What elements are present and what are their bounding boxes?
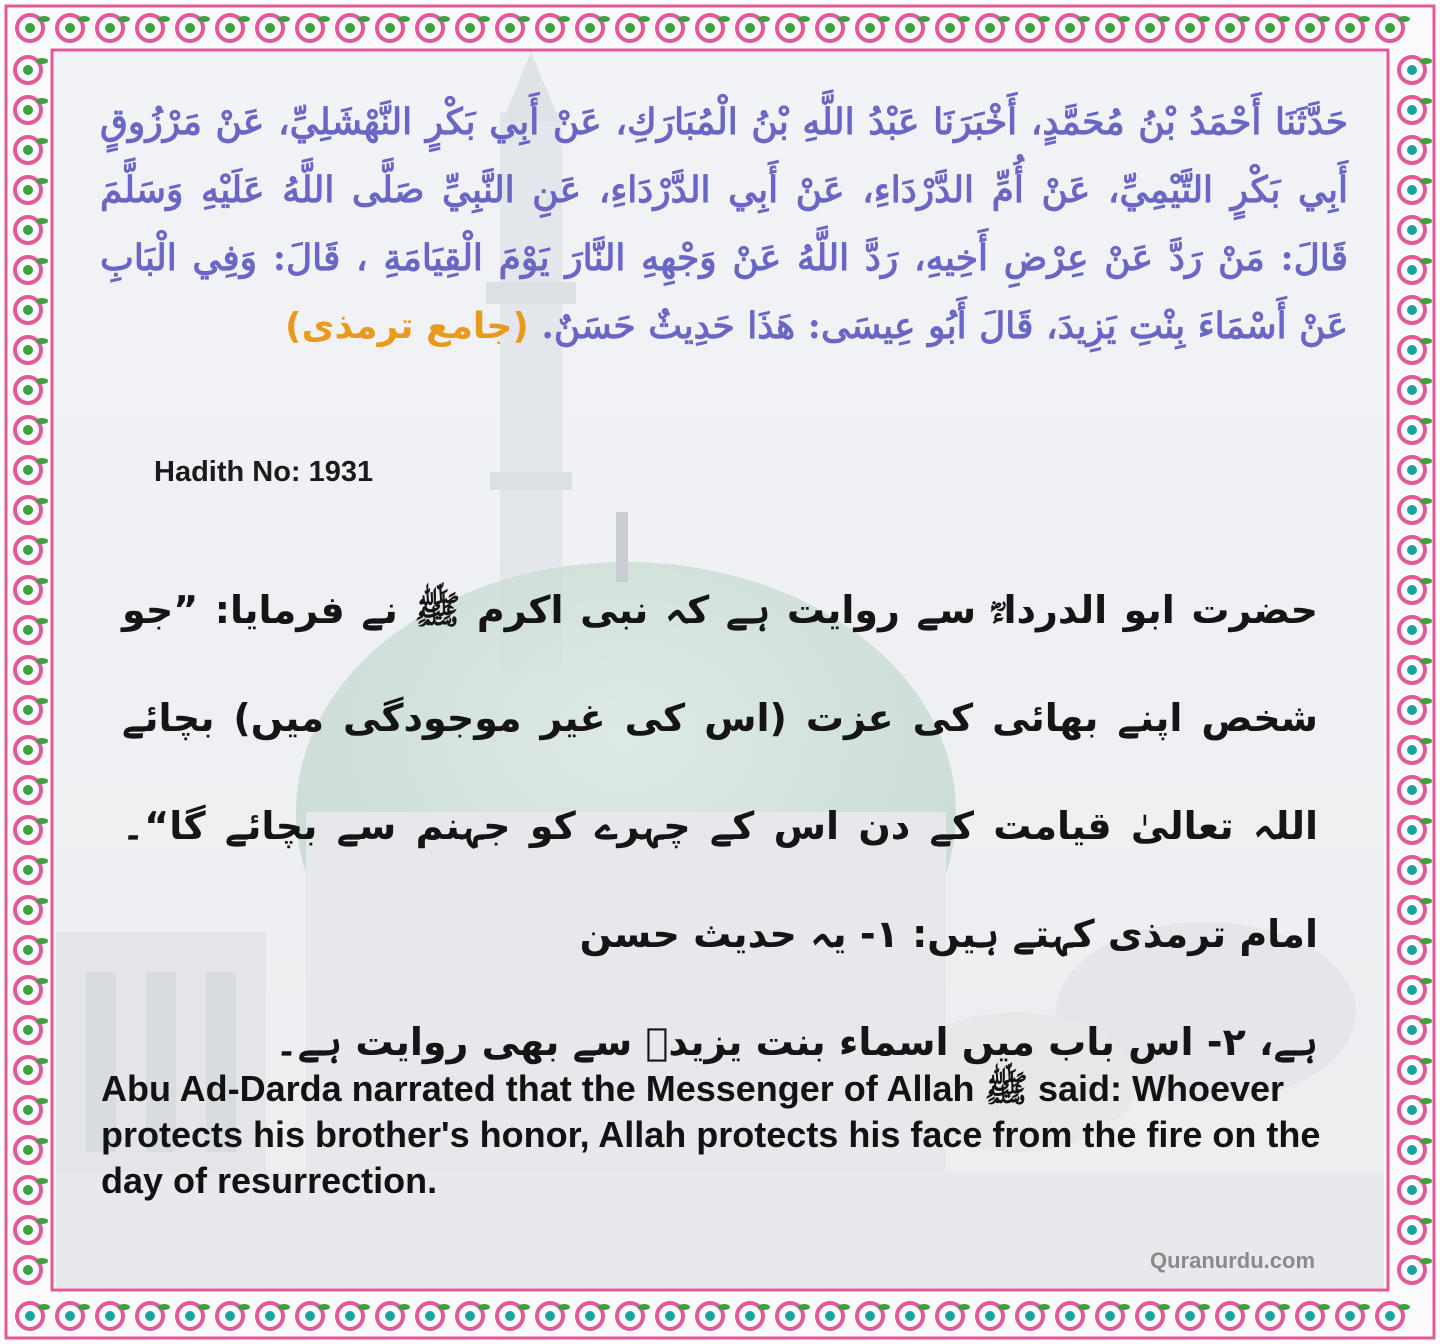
border-motif bbox=[1297, 15, 1330, 41]
border-motif bbox=[1017, 15, 1050, 41]
border-motif bbox=[15, 217, 48, 243]
border-motif bbox=[257, 15, 290, 41]
border-motif bbox=[15, 1097, 48, 1123]
border-motif bbox=[1137, 15, 1170, 41]
border-motif bbox=[1017, 1303, 1050, 1329]
border-motif bbox=[1057, 1303, 1090, 1329]
hadith-number: Hadith No: 1931 bbox=[154, 456, 374, 488]
border-motif bbox=[417, 1303, 450, 1329]
border-motif bbox=[737, 15, 770, 41]
border-motif bbox=[15, 1057, 48, 1083]
border-motif bbox=[377, 1303, 410, 1329]
border-motif bbox=[1177, 1303, 1210, 1329]
border-motif bbox=[1399, 697, 1432, 723]
border-motif bbox=[1399, 1097, 1432, 1123]
border-motif bbox=[377, 15, 410, 41]
border-motif bbox=[1399, 57, 1432, 83]
border-motif bbox=[15, 817, 48, 843]
border-motif bbox=[1399, 897, 1432, 923]
border-motif bbox=[1399, 977, 1432, 1003]
border-motif bbox=[1399, 537, 1432, 563]
border-motif bbox=[657, 1303, 690, 1329]
border-motif bbox=[1399, 457, 1432, 483]
border-motif bbox=[1399, 1017, 1432, 1043]
border-motif bbox=[1137, 1303, 1170, 1329]
border-motif bbox=[15, 1017, 48, 1043]
english-translation: Abu Ad-Darda narrated that the Messenger of Allah ﷺ said: Whoever protects his brother's honor, Allah protects his face from the fire on the day of resurrection. bbox=[101, 1068, 1321, 1201]
border-motif bbox=[897, 15, 930, 41]
border-motif bbox=[15, 417, 48, 443]
border-motif bbox=[15, 697, 48, 723]
border-motif bbox=[15, 977, 48, 1003]
border-motif bbox=[817, 1303, 850, 1329]
border-motif bbox=[15, 737, 48, 763]
border-motif bbox=[777, 15, 810, 41]
border-motif bbox=[1399, 937, 1432, 963]
border-motif bbox=[497, 15, 530, 41]
border-motif bbox=[15, 1217, 48, 1243]
border-motif bbox=[977, 1303, 1010, 1329]
border-motif bbox=[137, 15, 170, 41]
border-motif bbox=[1399, 1217, 1432, 1243]
border-motif bbox=[1399, 1137, 1432, 1163]
border-motif bbox=[297, 15, 330, 41]
border-motif bbox=[177, 1303, 210, 1329]
border-motif bbox=[977, 15, 1010, 41]
border-motif bbox=[15, 97, 48, 123]
border-motif bbox=[57, 15, 90, 41]
border-motif bbox=[15, 857, 48, 883]
border-motif bbox=[15, 1177, 48, 1203]
border-motif bbox=[1097, 1303, 1130, 1329]
border-motif bbox=[15, 617, 48, 643]
border-motif bbox=[15, 337, 48, 363]
border-motif bbox=[15, 457, 48, 483]
border-motif bbox=[1399, 737, 1432, 763]
border-motif bbox=[1399, 217, 1432, 243]
border-motif bbox=[337, 15, 370, 41]
border-motif bbox=[1399, 1257, 1432, 1283]
border-motif bbox=[337, 1303, 370, 1329]
border-motif bbox=[1217, 1303, 1250, 1329]
border-motif bbox=[15, 257, 48, 283]
border-motif bbox=[17, 1303, 50, 1329]
border-motif bbox=[15, 577, 48, 603]
border-motif bbox=[697, 1303, 730, 1329]
border-motif bbox=[1399, 857, 1432, 883]
border-motif bbox=[17, 15, 50, 41]
border-motif bbox=[57, 1303, 90, 1329]
border-motif bbox=[15, 777, 48, 803]
arabic-text-body: حَدَّثَنَا أَحْمَدُ بْنُ مُحَمَّدٍ، أَخْبَرَنَا عَبْدُ اللَّهِ بْنُ الْمُبَارَكِ، عَنْ أَبِي بَكْرٍ النَّهْشَلِيِّ، عَنْ مَرْزُوقٍ أَبِي بَكْرٍ التَّيْمِيِّ، عَنْ أُمِّ الدَّرْدَاءِ، عَنْ أَبِي الدَّرْدَاءِ، عَنِ النَّبِيِّ صَلَّى اللَّهُ عَلَيْهِ وَسَلَّمَ قَالَ: مَنْ رَدَّ عَنْ عِرْضِ أَخِيهِ، رَدَّ اللَّهُ عَنْ وَجْهِهِ النَّارَ يَوْمَ الْقِيَامَةِ ، قَالَ: وَفِي الْبَابِ عَنْ أَسْمَاءَ بِنْتِ يَزِيدَ، قَالَ أَبُو عِيسَى: هَذَا حَدِيثٌ حَسَنٌ. bbox=[100, 101, 1348, 347]
border-motif bbox=[1297, 1303, 1330, 1329]
border-motif bbox=[577, 1303, 610, 1329]
border-motif bbox=[1257, 1303, 1290, 1329]
border-motif bbox=[15, 937, 48, 963]
watermark: Quranurdu.com bbox=[1150, 1248, 1316, 1273]
border-motif bbox=[177, 15, 210, 41]
border-motif bbox=[1399, 177, 1432, 203]
border-motif bbox=[897, 1303, 930, 1329]
border-motif bbox=[1399, 777, 1432, 803]
border-motif bbox=[1399, 497, 1432, 523]
border-motif bbox=[137, 1303, 170, 1329]
border-motif bbox=[697, 15, 730, 41]
border-motif bbox=[457, 15, 490, 41]
border-motif bbox=[417, 15, 450, 41]
border-motif bbox=[1399, 257, 1432, 283]
border-motif bbox=[457, 1303, 490, 1329]
border-motif bbox=[1399, 577, 1432, 603]
border-motif bbox=[1399, 297, 1432, 323]
border-motif bbox=[15, 497, 48, 523]
border-motif bbox=[1377, 1303, 1410, 1329]
urdu-translation-end: ہے، ۲- اس باب میں اسماء بنت یزیدؓ سے بھی روایت ہے۔ bbox=[275, 1020, 1318, 1064]
border-motif bbox=[257, 1303, 290, 1329]
border-motif bbox=[97, 15, 130, 41]
border-motif bbox=[1057, 15, 1090, 41]
border-motif bbox=[15, 537, 48, 563]
border-motif bbox=[97, 1303, 130, 1329]
border-motif bbox=[297, 1303, 330, 1329]
border-motif bbox=[617, 15, 650, 41]
border-motif bbox=[1399, 817, 1432, 843]
border-motif bbox=[497, 1303, 530, 1329]
border-motif bbox=[15, 1137, 48, 1163]
border-motif bbox=[1217, 15, 1250, 41]
border-motif bbox=[1399, 377, 1432, 403]
border-motif bbox=[1377, 15, 1410, 41]
border-motif bbox=[1337, 1303, 1370, 1329]
border-motif bbox=[1177, 15, 1210, 41]
border-motif bbox=[577, 15, 610, 41]
urdu-translation-body: حضرت ابو الدرداءؓ سے روایت ہے کہ نبی اکرم ﷺ نے فرمایا: ”جو شخص اپنے بھائی کی عزت (اس کی غیر موجودگی میں) بچائے اللہ تعالیٰ قیامت کے دن اس کے چہرے کو جہنم سے بچائے گا“۔ امام ترمذی کہتے ہیں: ۱- یہ حدیث حسن bbox=[122, 588, 1318, 956]
border-motif bbox=[537, 15, 570, 41]
border-motif bbox=[657, 15, 690, 41]
border-motif bbox=[217, 15, 250, 41]
border-motif bbox=[15, 1257, 48, 1283]
border-motif bbox=[737, 1303, 770, 1329]
arabic-hadith-text bbox=[100, 88, 1348, 361]
border-motif bbox=[537, 1303, 570, 1329]
border-motif bbox=[617, 1303, 650, 1329]
border-motif bbox=[217, 1303, 250, 1329]
urdu-translation bbox=[122, 556, 1318, 1096]
border-motif bbox=[1399, 617, 1432, 643]
border-motif bbox=[15, 137, 48, 163]
border-motif bbox=[1399, 137, 1432, 163]
border-motif bbox=[15, 377, 48, 403]
border-motif bbox=[777, 1303, 810, 1329]
border-motif bbox=[1399, 1177, 1432, 1203]
border-motif bbox=[1399, 657, 1432, 683]
border-motif bbox=[857, 1303, 890, 1329]
border-motif bbox=[15, 177, 48, 203]
border-motif bbox=[1337, 15, 1370, 41]
border-motif bbox=[1399, 417, 1432, 443]
border-motif bbox=[1257, 15, 1290, 41]
border-motif bbox=[817, 15, 850, 41]
border-motif bbox=[15, 57, 48, 83]
border-motif bbox=[1399, 97, 1432, 123]
border-motif bbox=[1399, 1057, 1432, 1083]
source-label: (جامع ترمذی) bbox=[285, 306, 529, 347]
border-motif bbox=[15, 897, 48, 923]
border-motif bbox=[857, 15, 890, 41]
border-motif bbox=[15, 297, 48, 323]
border-motif bbox=[15, 657, 48, 683]
border-motif bbox=[1399, 337, 1432, 363]
border-motif bbox=[1097, 15, 1130, 41]
border-motif bbox=[937, 1303, 970, 1329]
border-motif bbox=[937, 15, 970, 41]
